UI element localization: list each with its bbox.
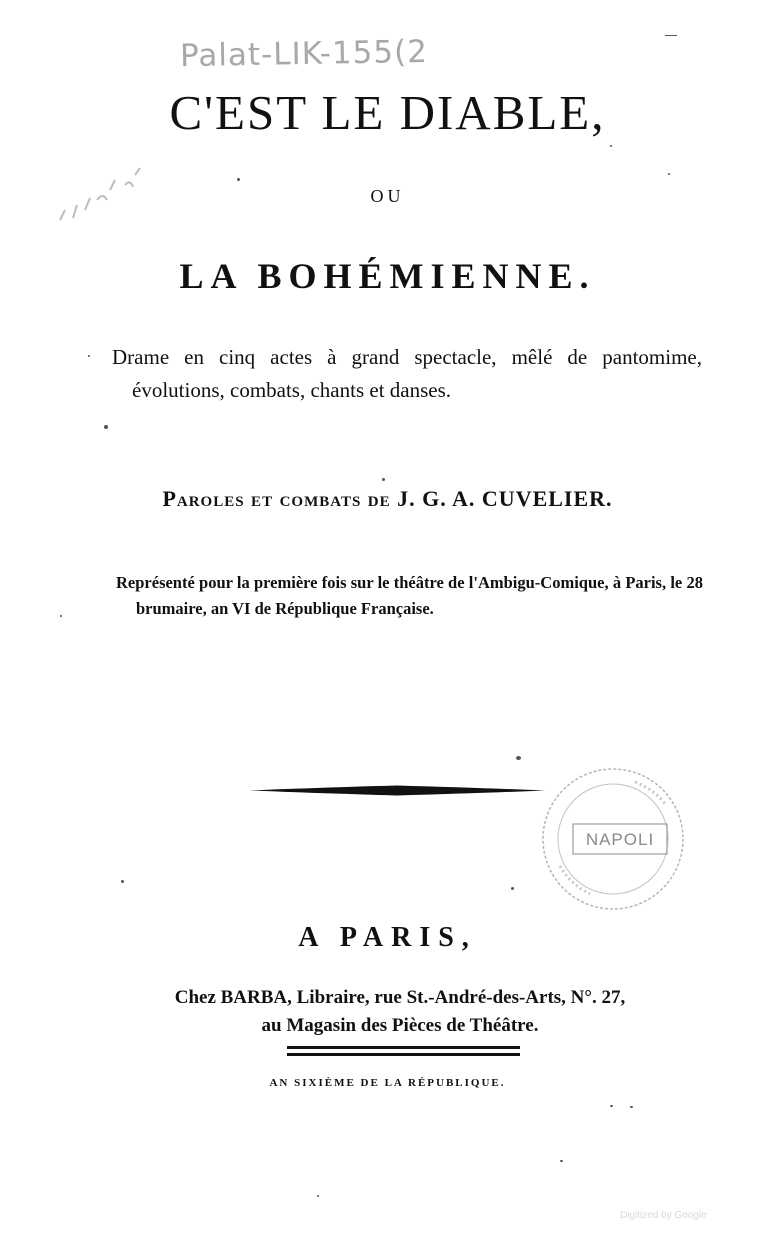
double-rule: [287, 1045, 520, 1057]
paper-speck: [88, 355, 90, 357]
subtitle: LA BOHÉMIENNE.: [179, 256, 596, 296]
imprint-city: A PARIS,: [298, 922, 477, 953]
paper-speck: [665, 35, 677, 36]
paper-speck: [516, 756, 521, 760]
shelfmark-handwriting: Palat-LIK-155(2: [179, 33, 429, 75]
paper-speck: [382, 478, 385, 481]
paper-speck: [560, 1160, 563, 1162]
paper-speck: [511, 887, 514, 890]
publisher-line-1: Chez BARBA, Libraire, rue St.-André-des-Arts, N°. 27,: [174, 987, 626, 1008]
stamp-label: NAPOLI: [585, 830, 655, 849]
paper-speck: [317, 1195, 319, 1197]
paper-speck: [610, 1105, 613, 1107]
genre-description: Drame en cinq actes à grand spectacle, mêlé de pantomime, évolutions, combats, chants et danses.: [112, 345, 702, 402]
paper-speck: [610, 145, 612, 147]
paper-speck: [104, 425, 108, 429]
paper-speck: [668, 173, 670, 175]
imprint-date: AN SIXIÈME DE LA RÉPUBLIQUE.: [269, 1077, 506, 1089]
paper-speck: [237, 178, 240, 181]
imprint-publisher: [100, 984, 700, 1040]
publisher-line-2: au Magasin des Pièces de Théâtre.: [261, 1015, 539, 1036]
ornamental-rule: [250, 785, 545, 796]
paper-speck: [630, 1106, 633, 1108]
digitizer-watermark: Digitized by Google: [620, 1210, 707, 1221]
paper-speck: [121, 880, 124, 883]
paper-speck: [60, 615, 62, 617]
author-credit: Paroles et combats de J. G. A. CUVELIER.: [162, 486, 613, 511]
main-title: C'EST LE DIABLE,: [169, 85, 606, 140]
title-connector: OU: [370, 186, 405, 206]
performance-note: Représenté pour la première fois sur le théâtre de l'Ambigu-Comique, à Paris, le 28 brumaire, an VI de République Française.: [116, 573, 703, 618]
